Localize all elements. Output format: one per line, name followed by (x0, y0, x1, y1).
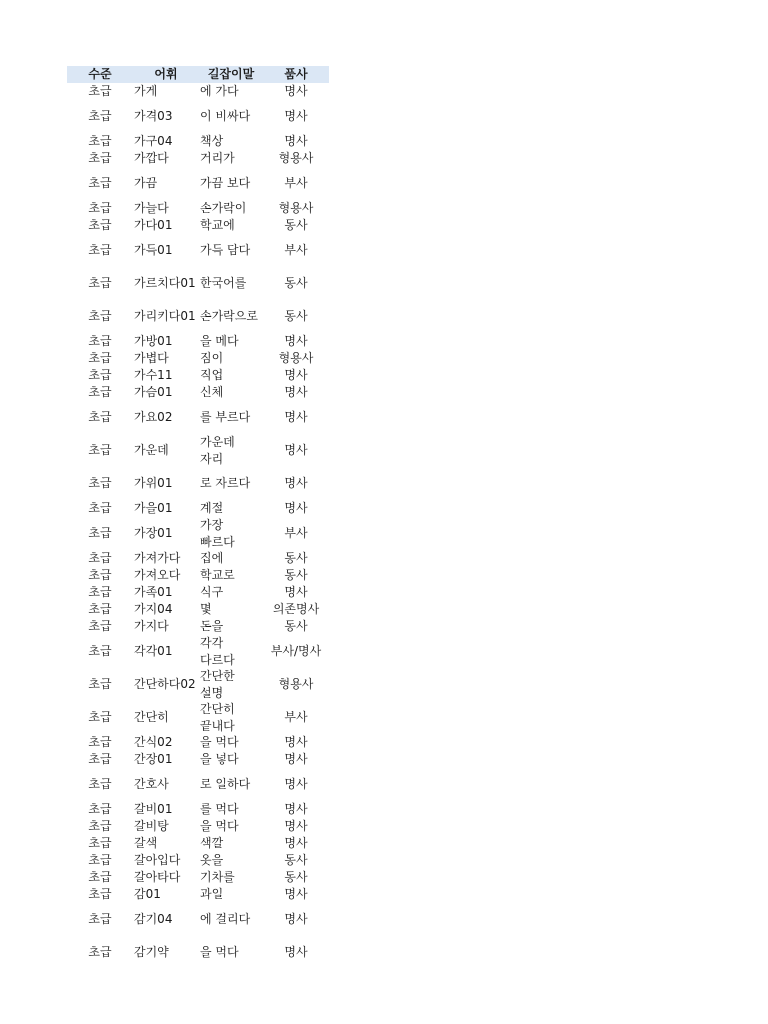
header-collocation: 길잡이말 (207, 67, 255, 81)
cell-word: 간호사 (134, 777, 169, 791)
cell-word: 가다01 (134, 218, 173, 232)
table-row (67, 167, 329, 200)
cell-collocation: 로 일하다 (200, 777, 251, 791)
cell-word: 갈색 (134, 836, 158, 850)
table-row (67, 936, 329, 969)
cell-level: 초급 (88, 945, 112, 959)
cell-pos: 명사 (284, 777, 308, 791)
cell-level: 초급 (88, 410, 112, 424)
cell-collocation: 에 가다 (200, 84, 239, 98)
table-row (67, 801, 329, 818)
table-row (67, 567, 329, 584)
cell-pos: 동사 (284, 309, 308, 323)
cell-word: 가져오다 (134, 568, 181, 582)
cell-word: 가수11 (134, 368, 173, 382)
cell-collocation: 를 부르다 (200, 410, 251, 424)
cell-collocation: 를 먹다 (200, 802, 239, 816)
cell-collocation: 손가락이 (200, 201, 247, 215)
cell-pos: 명사 (284, 476, 308, 490)
cell-collocation: 집에 (200, 551, 224, 565)
cell-word: 갈아입다 (134, 853, 181, 867)
vocabulary-table (67, 66, 329, 969)
cell-collocation: 가득 담다 (200, 243, 251, 257)
cell-word: 가지다 (134, 619, 169, 633)
cell-word: 가늘다 (134, 201, 169, 215)
table-header-row (67, 66, 329, 83)
cell-collocation: 가운데 자리 (200, 434, 235, 466)
cell-level: 초급 (88, 134, 112, 148)
table-row (67, 333, 329, 350)
table-row (67, 618, 329, 635)
cell-collocation: 몇 (200, 602, 212, 616)
cell-pos: 명사 (284, 334, 308, 348)
table-row (67, 500, 329, 517)
cell-pos: 형용사 (278, 151, 314, 165)
cell-word: 간장01 (134, 752, 173, 766)
cell-collocation: 돈을 (200, 619, 224, 633)
cell-word: 가족01 (134, 585, 173, 599)
table-row (67, 768, 329, 801)
table-row (67, 886, 329, 903)
cell-collocation: 한국어를 (200, 276, 247, 290)
cell-level: 초급 (88, 677, 112, 691)
table-row (67, 869, 329, 886)
cell-pos: 동사 (284, 568, 308, 582)
cell-pos: 명사 (284, 802, 308, 816)
cell-collocation: 에 걸리다 (200, 912, 251, 926)
cell-word: 가격03 (134, 109, 173, 123)
table-row (67, 701, 329, 734)
cell-collocation: 거리가 (200, 151, 235, 165)
cell-level: 초급 (88, 201, 112, 215)
cell-collocation: 식구 (200, 585, 224, 599)
cell-word: 가을01 (134, 501, 173, 515)
cell-pos: 부사/명사 (270, 644, 322, 658)
cell-collocation: 기차를 (200, 870, 235, 884)
cell-collocation: 가장 빠르다 (200, 517, 235, 549)
cell-level: 초급 (88, 151, 112, 165)
cell-level: 초급 (88, 887, 112, 901)
table-row (67, 200, 329, 217)
cell-collocation: 색깔 (200, 836, 224, 850)
cell-level: 초급 (88, 585, 112, 599)
cell-word: 가져가다 (134, 551, 181, 565)
cell-word: 가장01 (134, 526, 173, 540)
table-row (67, 150, 329, 167)
cell-level: 초급 (88, 84, 112, 98)
table-row (67, 550, 329, 567)
cell-pos: 명사 (284, 134, 308, 148)
table-row (67, 267, 329, 300)
cell-level: 초급 (88, 218, 112, 232)
cell-pos: 의존명사 (272, 602, 320, 616)
table-row (67, 217, 329, 234)
cell-collocation: 짐이 (200, 351, 224, 365)
cell-collocation: 각각 다르다 (200, 635, 235, 667)
cell-pos: 동사 (284, 276, 308, 290)
table-row (67, 467, 329, 500)
cell-word: 가르치다01 (134, 276, 196, 290)
cell-level: 초급 (88, 334, 112, 348)
cell-level: 초급 (88, 752, 112, 766)
cell-word: 가지04 (134, 602, 173, 616)
cell-level: 초급 (88, 644, 112, 658)
cell-collocation: 학교로 (200, 568, 235, 582)
table-row (67, 367, 329, 384)
table-row (67, 401, 329, 434)
cell-word: 감기약 (134, 945, 169, 959)
cell-level: 초급 (88, 735, 112, 749)
cell-level: 초급 (88, 777, 112, 791)
header-level: 수준 (88, 67, 112, 81)
table-row (67, 384, 329, 401)
table-row (67, 584, 329, 601)
cell-collocation: 신체 (200, 385, 224, 399)
cell-level: 초급 (88, 309, 112, 323)
cell-collocation: 손가락으로 (200, 309, 258, 323)
cell-level: 초급 (88, 870, 112, 884)
cell-word: 감기04 (134, 912, 173, 926)
cell-level: 초급 (88, 176, 112, 190)
cell-pos: 명사 (284, 887, 308, 901)
cell-word: 감01 (134, 887, 161, 901)
cell-word: 가슴01 (134, 385, 173, 399)
cell-level: 초급 (88, 476, 112, 490)
cell-collocation: 간단히 끝내다 (200, 701, 235, 733)
cell-word: 간단하다02 (134, 677, 196, 691)
cell-collocation: 간단한 설명 (200, 668, 235, 700)
cell-word: 가방01 (134, 334, 173, 348)
table-row (67, 434, 329, 467)
cell-level: 초급 (88, 501, 112, 515)
cell-word: 가볍다 (134, 351, 169, 365)
header-word: 어휘 (154, 67, 178, 81)
cell-pos: 동사 (284, 853, 308, 867)
table-row (67, 601, 329, 618)
cell-pos: 명사 (284, 735, 308, 749)
cell-pos: 형용사 (278, 351, 314, 365)
cell-collocation: 가끔 보다 (200, 176, 251, 190)
cell-word: 가끔 (134, 176, 158, 190)
cell-level: 초급 (88, 602, 112, 616)
cell-level: 초급 (88, 526, 112, 540)
cell-level: 초급 (88, 710, 112, 724)
cell-level: 초급 (88, 443, 112, 457)
table-row (67, 133, 329, 150)
table-row (67, 818, 329, 835)
cell-word: 각각01 (134, 644, 173, 658)
cell-word: 간단히 (134, 710, 169, 724)
cell-pos: 형용사 (278, 201, 314, 215)
cell-word: 갈비01 (134, 802, 173, 816)
cell-level: 초급 (88, 385, 112, 399)
cell-collocation: 옷을 (200, 853, 224, 867)
cell-pos: 명사 (284, 385, 308, 399)
cell-pos: 부사 (284, 176, 308, 190)
cell-pos: 명사 (284, 836, 308, 850)
table-row (67, 668, 329, 701)
cell-word: 가깝다 (134, 151, 169, 165)
table-row (67, 835, 329, 852)
cell-level: 초급 (88, 551, 112, 565)
cell-collocation: 과일 (200, 887, 224, 901)
table-row (67, 751, 329, 768)
cell-pos: 동사 (284, 870, 308, 884)
table-row (67, 852, 329, 869)
cell-level: 초급 (88, 819, 112, 833)
cell-pos: 동사 (284, 551, 308, 565)
cell-collocation: 을 먹다 (200, 819, 239, 833)
cell-word: 가구04 (134, 134, 173, 148)
cell-level: 초급 (88, 109, 112, 123)
cell-pos: 명사 (284, 945, 308, 959)
cell-level: 초급 (88, 802, 112, 816)
cell-pos: 형용사 (278, 677, 314, 691)
cell-word: 가요02 (134, 410, 173, 424)
cell-pos: 명사 (284, 912, 308, 926)
cell-collocation: 을 메다 (200, 334, 239, 348)
cell-word: 간식02 (134, 735, 173, 749)
cell-level: 초급 (88, 568, 112, 582)
cell-pos: 부사 (284, 710, 308, 724)
table-row (67, 300, 329, 333)
cell-pos: 부사 (284, 526, 308, 540)
header-pos: 품사 (284, 67, 308, 81)
cell-collocation: 을 넣다 (200, 752, 239, 766)
cell-level: 초급 (88, 619, 112, 633)
cell-collocation: 학교에 (200, 218, 235, 232)
cell-pos: 명사 (284, 368, 308, 382)
table-row (67, 100, 329, 133)
cell-word: 가운데 (134, 443, 169, 457)
cell-word: 가리키다01 (134, 309, 196, 323)
cell-collocation: 책상 (200, 134, 224, 148)
cell-level: 초급 (88, 276, 112, 290)
cell-collocation: 을 먹다 (200, 945, 239, 959)
cell-collocation: 계절 (200, 501, 224, 515)
cell-collocation: 직업 (200, 368, 224, 382)
table-row (67, 83, 329, 100)
cell-pos: 명사 (284, 410, 308, 424)
table-row (67, 635, 329, 668)
table-row (67, 903, 329, 936)
cell-word: 갈비탕 (134, 819, 169, 833)
table-row (67, 517, 329, 550)
cell-level: 초급 (88, 912, 112, 926)
cell-pos: 명사 (284, 109, 308, 123)
cell-pos: 명사 (284, 443, 308, 457)
cell-pos: 동사 (284, 619, 308, 633)
cell-pos: 부사 (284, 243, 308, 257)
cell-word: 갈아타다 (134, 870, 181, 884)
cell-level: 초급 (88, 368, 112, 382)
cell-word: 가득01 (134, 243, 173, 257)
cell-level: 초급 (88, 243, 112, 257)
cell-level: 초급 (88, 853, 112, 867)
table-body (67, 83, 329, 969)
table-row (67, 234, 329, 267)
cell-pos: 명사 (284, 819, 308, 833)
cell-collocation: 이 비싸다 (200, 109, 251, 123)
table-row (67, 734, 329, 751)
cell-pos: 명사 (284, 585, 308, 599)
cell-word: 가게 (134, 84, 158, 98)
cell-level: 초급 (88, 836, 112, 850)
cell-pos: 명사 (284, 501, 308, 515)
cell-pos: 동사 (284, 218, 308, 232)
cell-collocation: 을 먹다 (200, 735, 239, 749)
cell-word: 가위01 (134, 476, 173, 490)
cell-pos: 명사 (284, 752, 308, 766)
cell-collocation: 로 자르다 (200, 476, 251, 490)
table-row (67, 350, 329, 367)
cell-level: 초급 (88, 351, 112, 365)
cell-pos: 명사 (284, 84, 308, 98)
